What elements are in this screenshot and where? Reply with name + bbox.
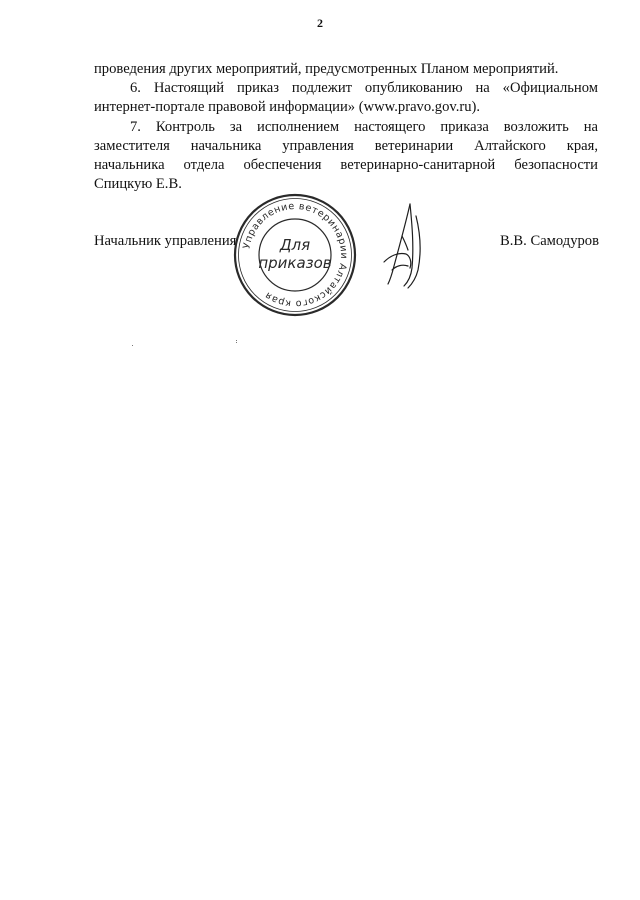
paragraph-6-line: интернет-портале правовой информации» (www.pravo.gov.ru). xyxy=(94,99,481,116)
paragraph-6 xyxy=(94,79,598,117)
scan-speck xyxy=(132,345,133,346)
stamp-center-line1: Для xyxy=(279,236,311,254)
document-body xyxy=(94,60,598,194)
paragraph-6-line: 6. Настоящий приказ подлежит опубликованию на «Официальном xyxy=(130,80,598,97)
handwritten-signature-icon xyxy=(372,196,442,292)
paragraph-7-line: заместителя начальника управления ветеринарии Алтайского края, xyxy=(94,137,598,154)
stamp-ring-text: Управление ветеринарии Алтайского края xyxy=(241,200,350,310)
signatory-title: Начальник управления xyxy=(94,233,237,249)
paragraph-continuation: проведения других мероприятий, предусмотренных Планом мероприятий. xyxy=(94,61,559,77)
paragraph-7-line: начальника отдела обеспечения ветеринарно-санитарной безопасности xyxy=(94,157,598,174)
official-stamp-icon xyxy=(230,190,360,320)
paragraph-7-line: 7. Контроль за исполнением настоящего приказа возложить на xyxy=(130,118,598,135)
paragraph-7-line: Спицкую Е.В. xyxy=(94,176,182,193)
scan-speck xyxy=(236,342,237,343)
signatory-name: В.В. Самодуров xyxy=(500,233,599,249)
paragraph-7 xyxy=(94,118,598,195)
page-number: 2 xyxy=(317,16,323,30)
stamp-center-line2: приказов xyxy=(258,254,332,272)
scan-speck xyxy=(236,340,237,341)
